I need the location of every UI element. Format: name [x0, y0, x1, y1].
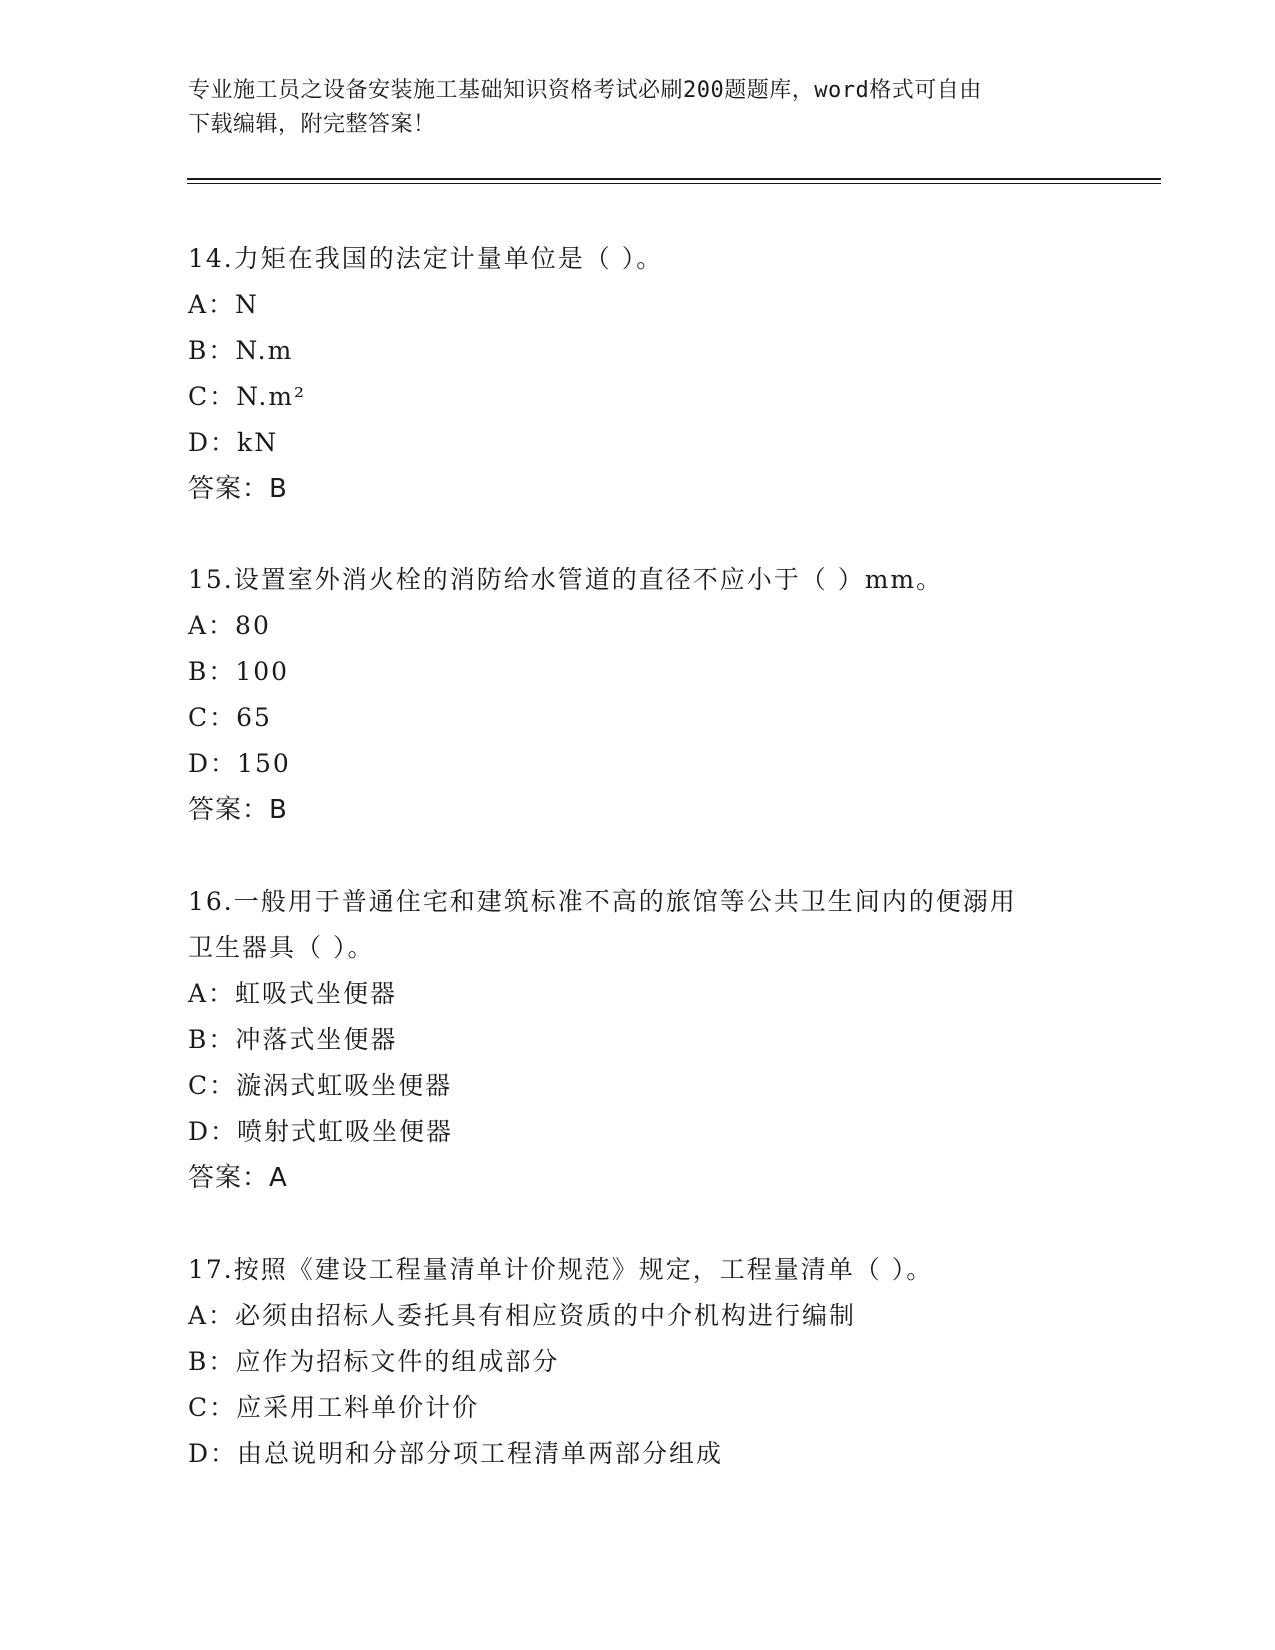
- header-line-2: 下载编辑，附完整答案！: [188, 112, 436, 137]
- option-d: D：kN: [188, 428, 279, 457]
- question-stem: 17.按照《建设工程量清单计价规范》规定，工程量清单（ ）。: [188, 1255, 934, 1284]
- option-a: A：必须由招标人委托具有相应资质的中介机构进行编制: [188, 1301, 857, 1330]
- option-a: A：虹吸式坐便器: [188, 979, 398, 1008]
- question-stem: 15.设置室外消火栓的消防给水管道的直径不应小于（ ）mm。: [188, 565, 944, 594]
- question-17: [188, 1247, 1088, 1477]
- answer: 答案：B: [188, 795, 288, 825]
- question-stem-line-2: 卫生器具（ ）。: [188, 933, 375, 962]
- answer: 答案：A: [188, 1163, 288, 1193]
- question-16: [188, 879, 1088, 1201]
- header-rule-thick: [187, 178, 1161, 180]
- option-c: C：N.m²: [188, 382, 307, 411]
- header-rule-thin: [187, 183, 1161, 184]
- question-14: [188, 236, 1088, 512]
- option-d: D：由总说明和分部分项工程清单两部分组成: [188, 1439, 724, 1468]
- option-a: A：80: [188, 611, 271, 640]
- option-c: C：65: [188, 703, 272, 732]
- question-15: [188, 557, 1088, 833]
- question-stem-line-1: 16.一般用于普通住宅和建筑标准不高的旅馆等公共卫生间内的便溺用: [188, 887, 1017, 916]
- option-c: C：应采用工料单价计价: [188, 1393, 480, 1422]
- option-d: D：喷射式虹吸坐便器: [188, 1117, 454, 1146]
- document-header: [188, 74, 1088, 142]
- header-line-1: 专业施工员之设备安装施工基础知识资格考试必刷200题题库，word格式可自由: [188, 78, 982, 103]
- option-d: D：150: [188, 749, 291, 778]
- answer: 答案：B: [188, 474, 288, 504]
- option-b: B：N.m: [188, 336, 294, 365]
- option-b: B：应作为招标文件的组成部分: [188, 1347, 560, 1376]
- option-b: B：冲落式坐便器: [188, 1025, 398, 1054]
- option-c: C：漩涡式虹吸坐便器: [188, 1071, 453, 1100]
- option-b: B：100: [188, 657, 290, 686]
- question-stem: 14.力矩在我国的法定计量单位是（ ）。: [188, 244, 664, 273]
- option-a: A：N: [188, 290, 259, 319]
